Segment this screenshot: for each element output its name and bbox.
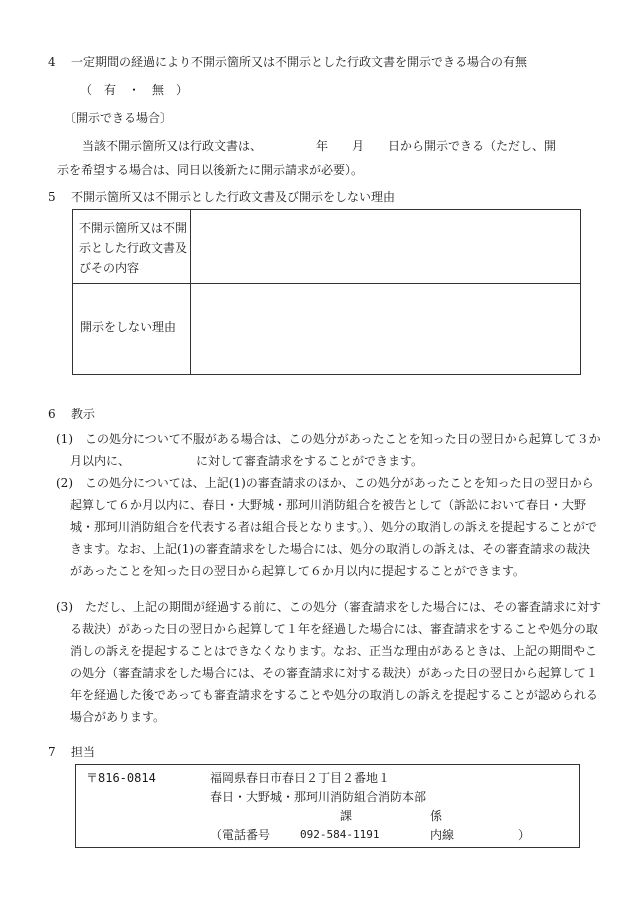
section-6-number: 6: [48, 407, 56, 421]
section-5-number: 5: [48, 190, 56, 204]
contact-phone-label: （電話番号: [210, 828, 271, 842]
section-4-text-line1: 当該不開示箇所又は行政文書は、 年 月 日から開示できる（ただし、開: [82, 139, 557, 153]
section-4-choice: （ 有 ・ 無 ）: [80, 83, 189, 97]
contact-phone-number: 092-584-1191: [300, 828, 380, 841]
section-7-number: 7: [48, 745, 56, 759]
section-6-title: 教示: [71, 407, 96, 421]
reason-table-row2-label: 開示をしない理由: [80, 320, 177, 334]
instruction-item-1: (1) この処分について不服がある場合は、この処分があったことを知った日の翌日から起算して３か月以内に、 に対して審査請求をすることができます。: [56, 432, 601, 468]
contact-postal-code: 〒816-0814: [86, 771, 156, 785]
reason-table-row1-label: 不開示箇所又は不開示とした行政文書及びその内容: [79, 221, 188, 275]
section-5-title: 不開示箇所又は不開示とした行政文書及び開示をしない理由: [71, 190, 396, 204]
contact-close-paren: ）: [518, 828, 531, 842]
section-4-number: 4: [48, 55, 56, 69]
section-4-subheading: 〔開示できる場合〕: [64, 111, 173, 125]
section-4-title: 一定期間の経過により不開示箇所又は不開示とした行政文書を開示できる場合の有無: [71, 55, 528, 69]
instruction-item-3: (3) ただし、上記の期間が経過する前に、この処分（審査請求をした場合には、その審査請求に対する裁決）があった日の翌日から起算して１年を経過した場合には、審査請求をすることや処分の取消しの訴えを提起することはできなくなります。なお、正当な理由があるときは、上記の期間やこの処分（審査請求をした場合には、その審査請求に対する裁決）があった日の翌日から起算して１年を経過した後であっても審査請求をすることや処分の取消しの訴えを提起することが認められる場合があります。: [56, 600, 602, 724]
contact-unit-label: 係: [430, 809, 443, 823]
section-7-title: 担当: [71, 745, 96, 759]
reason-table-row-divider: [72, 283, 581, 284]
contact-organization: 春日・大野城・那珂川消防組合消防本部: [210, 790, 427, 804]
contact-extension-label: 内線: [430, 828, 455, 842]
instruction-item-2: (2) この処分については、上記(1)の審査請求のほか、この処分があったことを知った日の翌日から起算して６か月以内に、春日・大野城・那珂川消防組合を被告として（訴訟において春日・大野城・那珂川消防組合を代表する者は組合長となります。）、処分の取消しの訴えを提起することができます。なお、上記(1)の審査請求をした場合には、処分の取消しの訴えは、その審査請求の裁決があったことを知った日の翌日から起算して６か月以内に提起することができます。: [56, 476, 598, 578]
contact-address: 福岡県春日市春日２丁目２番地１: [210, 771, 391, 785]
section-4-text-line2: 示を希望する場合は、同日以後新たに開示請求が必要）。: [57, 163, 364, 177]
contact-section-label: 課: [340, 809, 353, 823]
reason-table-column-divider: [190, 209, 191, 375]
